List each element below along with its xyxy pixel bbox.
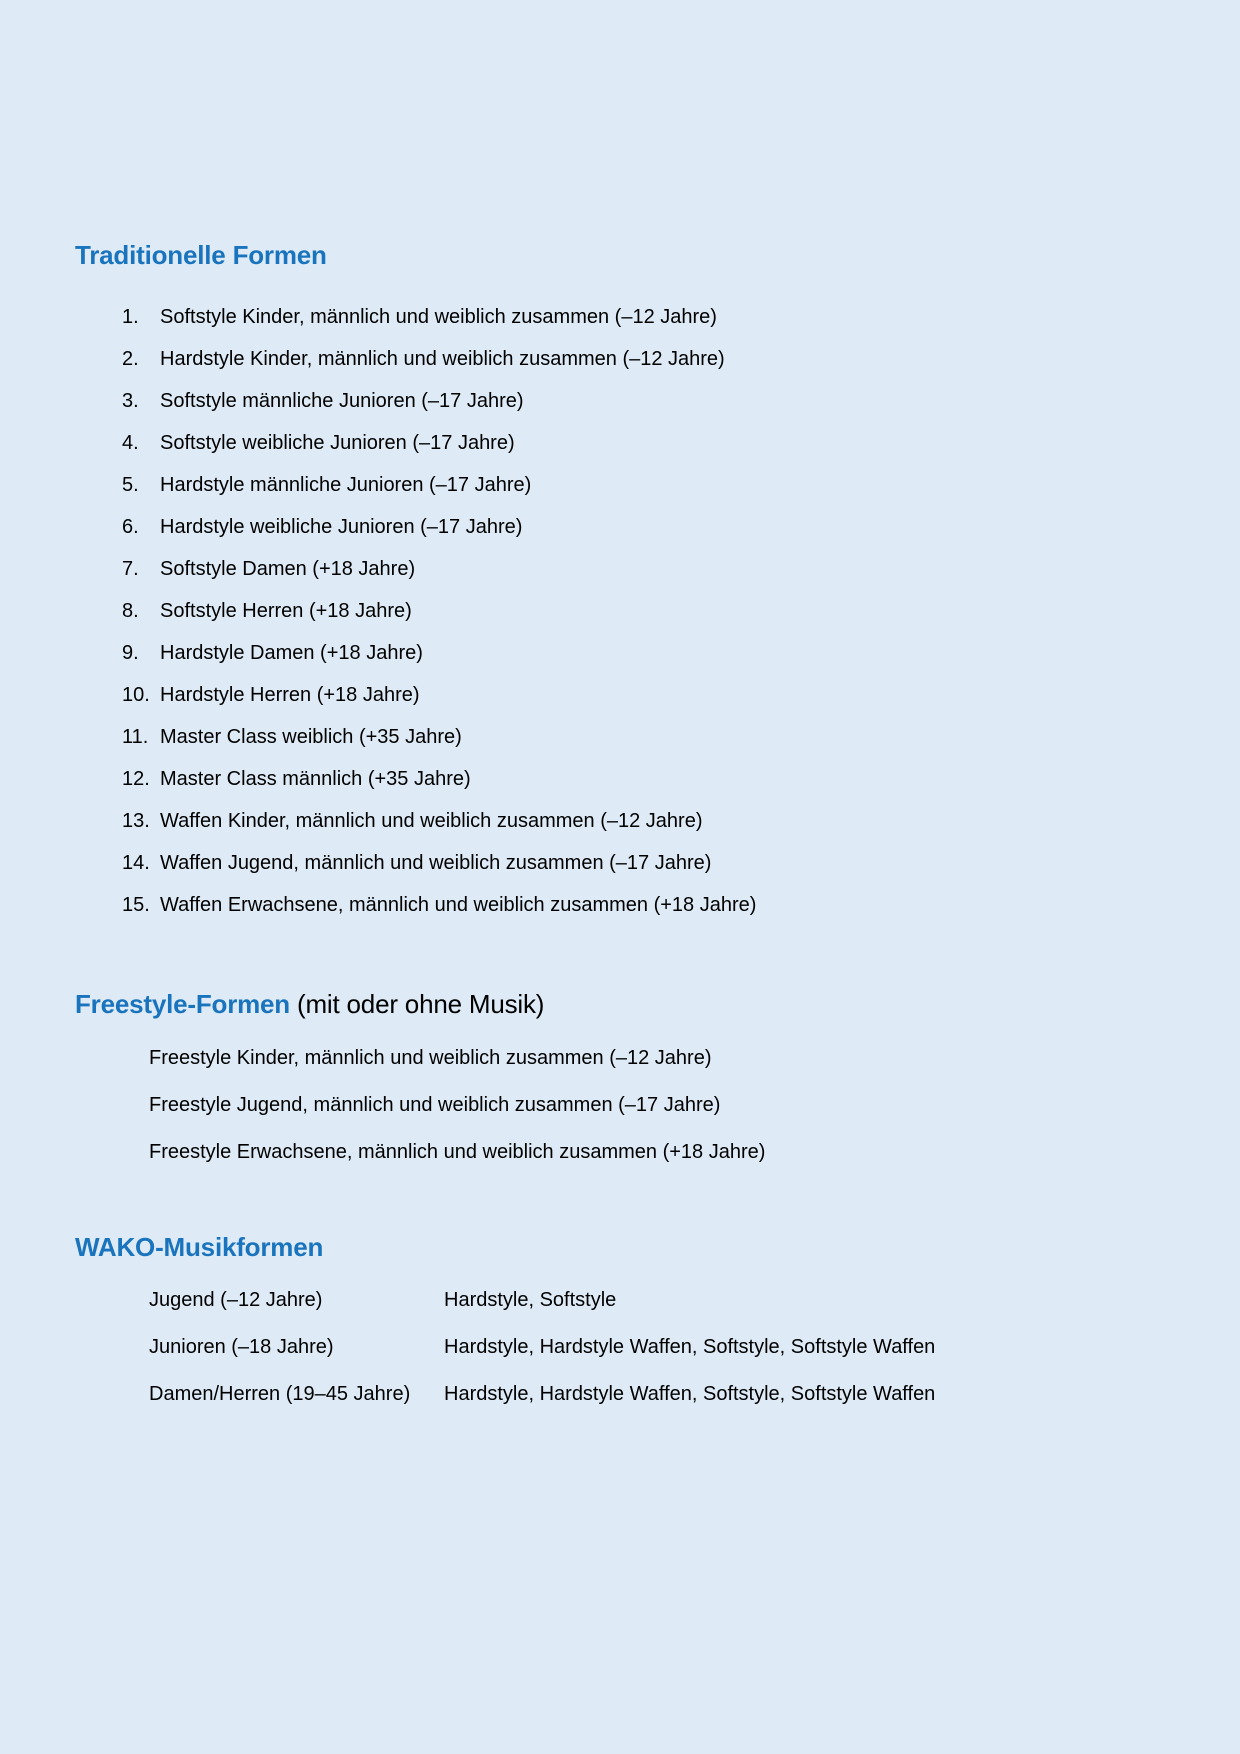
list-item xyxy=(122,548,756,590)
list-item xyxy=(122,716,756,758)
list-item xyxy=(122,842,756,884)
list-item xyxy=(122,464,756,506)
styles-cell: Hardstyle, Hardstyle Waffen, Softstyle, Softstyle Waffen xyxy=(444,1383,936,1405)
item-text: Waffen Erwachsene, männlich und weiblich zusammen (+18 Jahre) xyxy=(160,893,757,916)
list-item: Freestyle Erwachsene, männlich und weiblich zusammen (+18 Jahre) xyxy=(149,1141,766,1163)
list-item xyxy=(122,590,756,632)
item-number: 13. xyxy=(122,809,150,832)
item-text: Master Class männlich (+35 Jahre) xyxy=(160,767,471,790)
item-number: 15. xyxy=(122,893,150,916)
item-number: 2. xyxy=(122,347,139,370)
item-text: Hardstyle Herren (+18 Jahre) xyxy=(160,683,420,706)
table-row xyxy=(149,1371,935,1418)
item-number: 10. xyxy=(122,683,150,706)
list-item xyxy=(122,758,756,800)
wako-music-forms-table xyxy=(149,1277,935,1418)
freestyle-title: Freestyle-Formen xyxy=(75,989,290,1019)
item-number: 4. xyxy=(122,431,139,454)
list-item xyxy=(122,380,756,422)
table-row xyxy=(149,1277,935,1324)
list-item xyxy=(122,506,756,548)
list-item xyxy=(122,632,756,674)
item-number: 12. xyxy=(122,767,150,790)
item-number: 1. xyxy=(122,305,139,328)
item-text: Hardstyle Kinder, männlich und weiblich zusammen (–12 Jahre) xyxy=(160,347,725,370)
item-text: Hardstyle Damen (+18 Jahre) xyxy=(160,641,423,664)
item-number: 8. xyxy=(122,599,139,622)
styles-cell: Hardstyle, Softstyle xyxy=(444,1289,617,1311)
list-item xyxy=(122,884,756,926)
list-item xyxy=(122,422,756,464)
list-item xyxy=(122,800,756,842)
item-text: Hardstyle männliche Junioren (–17 Jahre) xyxy=(160,473,532,496)
list-item: Freestyle Kinder, männlich und weiblich zusammen (–12 Jahre) xyxy=(149,1047,712,1069)
item-text: Softstyle Damen (+18 Jahre) xyxy=(160,557,416,580)
item-number: 5. xyxy=(122,473,139,496)
traditional-forms-list xyxy=(122,296,756,926)
wako-music-forms-heading: WAKO-Musikformen xyxy=(75,1232,324,1262)
item-text: Hardstyle weibliche Junioren (–17 Jahre) xyxy=(160,515,523,538)
freestyle-title-suffix: (mit oder ohne Musik) xyxy=(289,989,545,1019)
item-text: Waffen Jugend, männlich und weiblich zusammen (–17 Jahre) xyxy=(160,851,712,874)
list-item xyxy=(122,296,756,338)
item-text: Waffen Kinder, männlich und weiblich zusammen (–12 Jahre) xyxy=(160,809,703,832)
list-item: Freestyle Jugend, männlich und weiblich zusammen (–17 Jahre) xyxy=(149,1094,721,1116)
styles-cell: Hardstyle, Hardstyle Waffen, Softstyle, Softstyle Waffen xyxy=(444,1336,936,1358)
table-row xyxy=(149,1324,935,1371)
freestyle-forms-heading xyxy=(75,989,544,1020)
list-item xyxy=(122,338,756,380)
item-text: Master Class weiblich (+35 Jahre) xyxy=(160,725,462,748)
item-number: 11. xyxy=(122,725,149,748)
item-number: 9. xyxy=(122,641,139,664)
traditional-forms-heading: Traditionelle Formen xyxy=(75,240,327,270)
item-number: 14. xyxy=(122,851,150,874)
item-number: 7. xyxy=(122,557,139,580)
item-text: Softstyle männliche Junioren (–17 Jahre) xyxy=(160,389,524,412)
age-group-cell: Damen/Herren (19–45 Jahre) xyxy=(149,1383,411,1405)
item-text: Softstyle weibliche Junioren (–17 Jahre) xyxy=(160,431,515,454)
list-item xyxy=(122,674,756,716)
item-number: 6. xyxy=(122,515,139,538)
age-group-cell: Jugend (–12 Jahre) xyxy=(149,1289,323,1311)
freestyle-forms-list xyxy=(149,1035,765,1176)
item-text: Softstyle Kinder, männlich und weiblich zusammen (–12 Jahre) xyxy=(160,305,717,328)
age-group-cell: Junioren (–18 Jahre) xyxy=(149,1336,334,1358)
item-text: Softstyle Herren (+18 Jahre) xyxy=(160,599,412,622)
item-number: 3. xyxy=(122,389,139,412)
